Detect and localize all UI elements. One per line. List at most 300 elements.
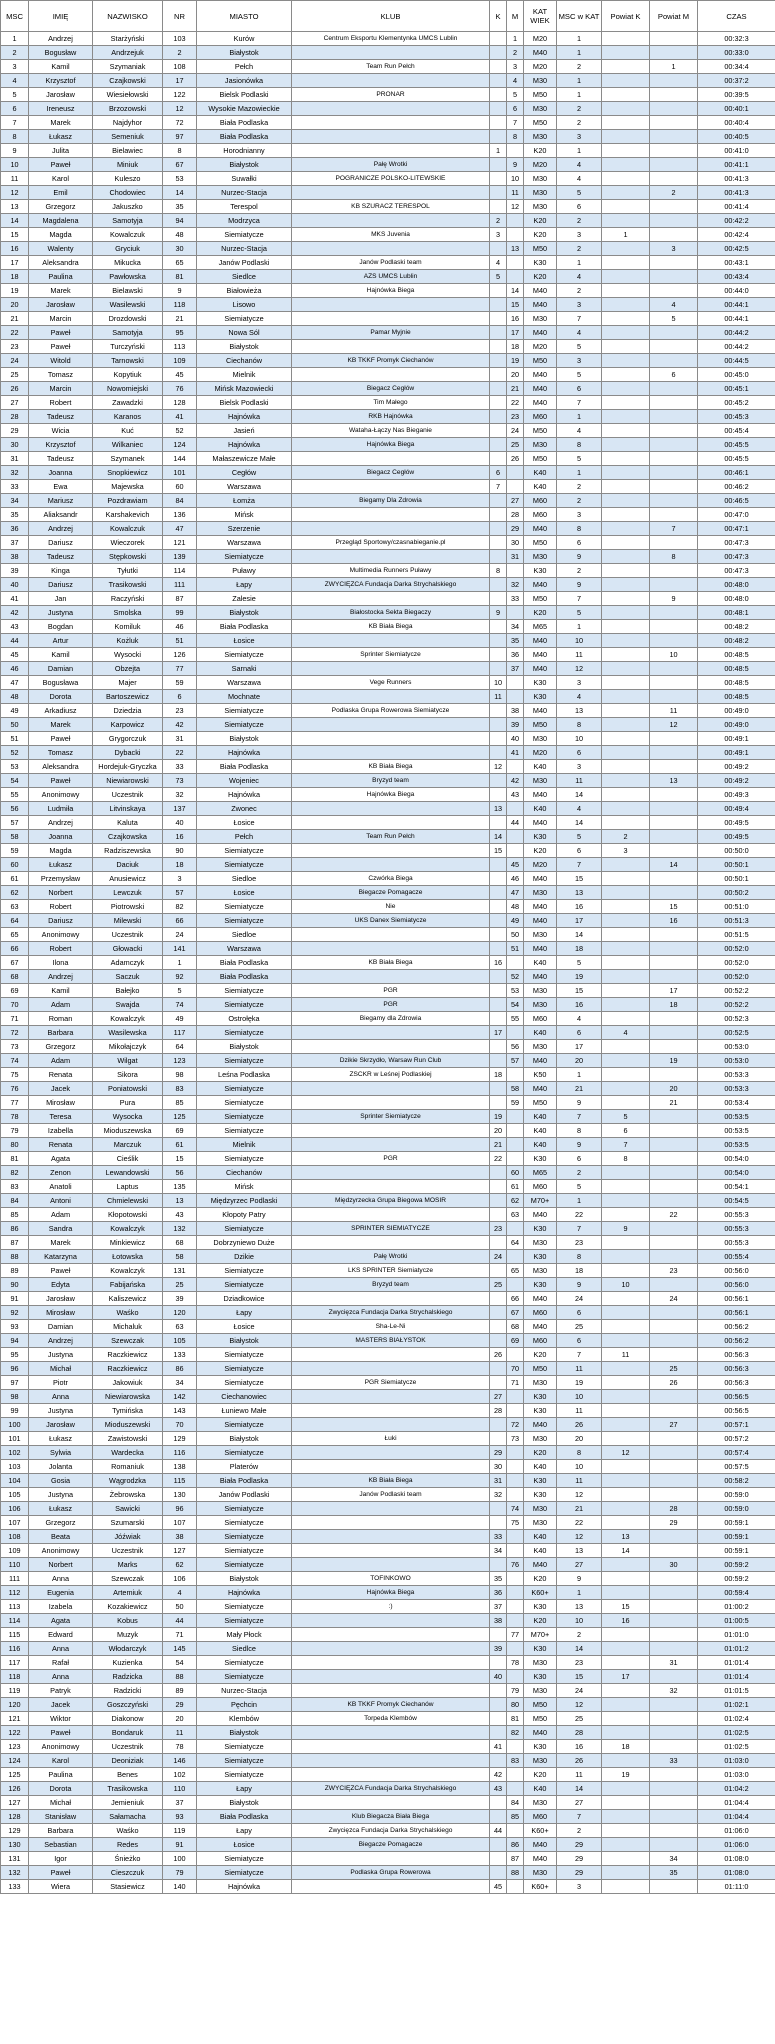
city-cell: Siemiatycze (197, 1222, 292, 1236)
category-place-cell: 6 (557, 844, 602, 858)
women-place-cell (490, 732, 507, 746)
category-place-cell: 5 (557, 340, 602, 354)
category-place-cell: 27 (557, 1796, 602, 1810)
first-name-cell: Łukasz (29, 1502, 93, 1516)
age-category-cell: M30 (524, 74, 557, 88)
county-women-place-cell (602, 550, 650, 564)
finish-time-cell: 00:59:1 (698, 1516, 775, 1530)
bib-number-cell: 1 (163, 956, 197, 970)
club-cell: Vege Runners (292, 676, 490, 690)
bib-number-cell: 62 (163, 1558, 197, 1572)
city-cell: Bielsk Podlaski (197, 88, 292, 102)
men-place-cell: 65 (507, 1264, 524, 1278)
last-name-cell: Waśko (93, 1306, 163, 1320)
first-name-cell: Roman (29, 1012, 93, 1026)
finish-time-cell: 00:48:1 (698, 606, 775, 620)
finish-time-cell: 01:01:2 (698, 1642, 775, 1656)
men-place-cell (507, 1278, 524, 1292)
age-category-cell: K40 (524, 1110, 557, 1124)
bib-number-cell: 92 (163, 970, 197, 984)
table-row (1, 326, 775, 340)
city-cell: Siemiatycze (197, 718, 292, 732)
table-row (1, 88, 775, 102)
women-place-cell: 4 (490, 256, 507, 270)
city-cell: Łapy (197, 578, 292, 592)
first-name-cell: Wiktor (29, 1712, 93, 1726)
last-name-cell: Raczkiewicz (93, 1362, 163, 1376)
county-women-place-cell (602, 46, 650, 60)
finish-time-cell: 00:50:2 (698, 886, 775, 900)
category-place-cell: 4 (557, 690, 602, 704)
men-place-cell (507, 1782, 524, 1796)
place-cell: 95 (1, 1348, 29, 1362)
first-name-cell: Joanna (29, 830, 93, 844)
last-name-cell: Kowalczyk (93, 1222, 163, 1236)
men-place-cell: 59 (507, 1096, 524, 1110)
place-cell: 125 (1, 1768, 29, 1782)
city-cell: Biała Podlaska (197, 1810, 292, 1824)
category-place-cell: 1 (557, 466, 602, 480)
last-name-cell: Kopytiuk (93, 368, 163, 382)
men-place-cell: 3 (507, 60, 524, 74)
club-cell: Pamar Myjnie (292, 326, 490, 340)
bib-number-cell: 132 (163, 1222, 197, 1236)
category-place-cell: 12 (557, 662, 602, 676)
city-cell: Pęchcin (197, 1698, 292, 1712)
women-place-cell (490, 1012, 507, 1026)
category-place-cell: 9 (557, 578, 602, 592)
county-women-place-cell: 1 (602, 228, 650, 242)
city-cell: Białystok (197, 732, 292, 746)
place-cell: 96 (1, 1362, 29, 1376)
city-cell: Siemiatycze (197, 228, 292, 242)
county-women-place-cell (602, 1726, 650, 1740)
last-name-cell: Szewczak (93, 1334, 163, 1348)
last-name-cell: Bondaruk (93, 1726, 163, 1740)
first-name-cell: Paweł (29, 340, 93, 354)
category-place-cell: 10 (557, 1614, 602, 1628)
city-cell: Siemiatycze (197, 1740, 292, 1754)
table-row (1, 900, 775, 914)
table-row (1, 648, 775, 662)
city-cell: Siedlce (197, 270, 292, 284)
table-row (1, 1152, 775, 1166)
county-men-place-cell (650, 46, 698, 60)
first-name-cell: Karol (29, 1754, 93, 1768)
age-category-cell: K30 (524, 830, 557, 844)
finish-time-cell: 00:49:5 (698, 816, 775, 830)
table-row (1, 1768, 775, 1782)
last-name-cell: Drozdowski (93, 312, 163, 326)
category-place-cell: 6 (557, 1026, 602, 1040)
women-place-cell: 45 (490, 1880, 507, 1894)
bib-number-cell: 103 (163, 32, 197, 46)
bib-number-cell: 78 (163, 1740, 197, 1754)
county-men-place-cell (650, 228, 698, 242)
men-place-cell: 12 (507, 200, 524, 214)
county-men-place-cell (650, 1824, 698, 1838)
table-row (1, 256, 775, 270)
club-cell (292, 1880, 490, 1894)
table-row (1, 1810, 775, 1824)
county-women-place-cell (602, 1376, 650, 1390)
bib-number-cell: 77 (163, 662, 197, 676)
club-cell: Team Run Pełch (292, 830, 490, 844)
table-row (1, 1670, 775, 1684)
bib-number-cell: 74 (163, 998, 197, 1012)
women-place-cell: 21 (490, 1138, 507, 1152)
county-men-place-cell (650, 382, 698, 396)
age-category-cell: M40 (524, 1208, 557, 1222)
county-women-place-cell (602, 326, 650, 340)
category-place-cell: 1 (557, 620, 602, 634)
city-cell: Leśna Podlaska (197, 1068, 292, 1082)
women-place-cell (490, 1082, 507, 1096)
club-cell: KB Biała Biega (292, 956, 490, 970)
first-name-cell: Dorota (29, 1782, 93, 1796)
last-name-cell: Uczestnik (93, 1740, 163, 1754)
city-cell: Siemiatycze (197, 1754, 292, 1768)
men-place-cell: 44 (507, 816, 524, 830)
finish-time-cell: 00:44:1 (698, 298, 775, 312)
finish-time-cell: 01:01:4 (698, 1670, 775, 1684)
table-row (1, 1138, 775, 1152)
men-place-cell: 36 (507, 648, 524, 662)
women-place-cell: 10 (490, 676, 507, 690)
category-place-cell: 11 (557, 648, 602, 662)
women-place-cell (490, 116, 507, 130)
category-place-cell: 1 (557, 144, 602, 158)
place-cell: 64 (1, 914, 29, 928)
county-women-place-cell (602, 1488, 650, 1502)
women-place-cell (490, 284, 507, 298)
finish-time-cell: 00:47:0 (698, 508, 775, 522)
men-place-cell: 73 (507, 1432, 524, 1446)
women-place-cell: 18 (490, 1068, 507, 1082)
category-place-cell: 15 (557, 984, 602, 998)
last-name-cell: Semeniuk (93, 130, 163, 144)
place-cell: 51 (1, 732, 29, 746)
bib-number-cell: 83 (163, 1082, 197, 1096)
women-place-cell: 22 (490, 1152, 507, 1166)
women-place-cell (490, 536, 507, 550)
bib-number-cell: 94 (163, 214, 197, 228)
place-cell: 68 (1, 970, 29, 984)
bib-number-cell: 61 (163, 1138, 197, 1152)
finish-time-cell: 01:01:5 (698, 1684, 775, 1698)
county-women-place-cell (602, 956, 650, 970)
men-place-cell: 61 (507, 1180, 524, 1194)
last-name-cell: Pura (93, 1096, 163, 1110)
club-cell (292, 1292, 490, 1306)
age-category-cell: M70+ (524, 1194, 557, 1208)
county-men-place-cell (650, 1460, 698, 1474)
age-category-cell: M30 (524, 1264, 557, 1278)
county-men-place-cell: 10 (650, 648, 698, 662)
age-category-cell: M40 (524, 634, 557, 648)
city-cell: Warszawa (197, 480, 292, 494)
last-name-cell: Redes (93, 1838, 163, 1852)
table-body (1, 32, 775, 1894)
first-name-cell: Marek (29, 284, 93, 298)
place-cell: 121 (1, 1712, 29, 1726)
category-place-cell: 8 (557, 522, 602, 536)
women-place-cell: 25 (490, 1278, 507, 1292)
club-cell (292, 1502, 490, 1516)
finish-time-cell: 00:53:3 (698, 1082, 775, 1096)
men-place-cell: 88 (507, 1866, 524, 1880)
city-cell: Modrzyca (197, 214, 292, 228)
place-cell: 27 (1, 396, 29, 410)
club-cell (292, 1656, 490, 1670)
city-cell: Nowa Sól (197, 326, 292, 340)
men-place-cell: 32 (507, 578, 524, 592)
club-cell (292, 690, 490, 704)
women-place-cell (490, 424, 507, 438)
table-row (1, 1264, 775, 1278)
place-cell: 93 (1, 1320, 29, 1334)
club-cell: KB Biała Biega (292, 760, 490, 774)
city-cell: Terespol (197, 200, 292, 214)
city-cell: Nurzec-Stacja (197, 1684, 292, 1698)
age-category-cell: M50 (524, 88, 557, 102)
county-women-place-cell (602, 1656, 650, 1670)
last-name-cell: Muzyk (93, 1628, 163, 1642)
county-men-place-cell (650, 1474, 698, 1488)
finish-time-cell: 00:55:4 (698, 1250, 775, 1264)
category-place-cell: 11 (557, 1474, 602, 1488)
table-row (1, 172, 775, 186)
category-place-cell: 2 (557, 102, 602, 116)
place-cell: 89 (1, 1264, 29, 1278)
table-row (1, 1348, 775, 1362)
women-place-cell (490, 872, 507, 886)
men-place-cell: 35 (507, 634, 524, 648)
city-cell: Siemiatycze (197, 1376, 292, 1390)
women-place-cell (490, 60, 507, 74)
county-men-place-cell (650, 424, 698, 438)
women-place-cell: 38 (490, 1614, 507, 1628)
last-name-cell: Andrzejuk (93, 46, 163, 60)
county-men-place-cell (650, 1432, 698, 1446)
table-row (1, 1656, 775, 1670)
men-place-cell (507, 1124, 524, 1138)
county-men-place-cell (650, 1488, 698, 1502)
table-row (1, 1754, 775, 1768)
age-category-cell: M40 (524, 816, 557, 830)
first-name-cell: Marek (29, 718, 93, 732)
finish-time-cell: 00:59:4 (698, 1586, 775, 1600)
county-men-place-cell (650, 1628, 698, 1642)
men-place-cell (507, 1138, 524, 1152)
table-row (1, 144, 775, 158)
bib-number-cell: 67 (163, 158, 197, 172)
age-category-cell: K60+ (524, 1880, 557, 1894)
place-cell: 83 (1, 1180, 29, 1194)
club-cell (292, 1404, 490, 1418)
first-name-cell: Kamil (29, 60, 93, 74)
finish-time-cell: 00:49:0 (698, 704, 775, 718)
women-place-cell: 43 (490, 1782, 507, 1796)
first-name-cell: Barbara (29, 1026, 93, 1040)
men-place-cell (507, 844, 524, 858)
first-name-cell: Paulina (29, 270, 93, 284)
county-men-place-cell (650, 1124, 698, 1138)
last-name-cell: Brzozowski (93, 102, 163, 116)
first-name-cell: Wiera (29, 1880, 93, 1894)
county-men-place-cell: 12 (650, 718, 698, 732)
women-place-cell (490, 508, 507, 522)
first-name-cell: Damian (29, 1320, 93, 1334)
men-place-cell: 79 (507, 1684, 524, 1698)
age-category-cell: M30 (524, 1516, 557, 1530)
county-women-place-cell (602, 858, 650, 872)
city-cell: Siemiatycze (197, 704, 292, 718)
place-cell: 74 (1, 1054, 29, 1068)
county-women-place-cell (602, 802, 650, 816)
women-place-cell (490, 1656, 507, 1670)
last-name-cell: Głowacki (93, 942, 163, 956)
category-place-cell: 1 (557, 32, 602, 46)
category-place-cell: 3 (557, 1880, 602, 1894)
men-place-cell: 58 (507, 1082, 524, 1096)
club-cell: Klub Biegacza Biała Biega (292, 1810, 490, 1824)
county-men-place-cell: 20 (650, 1082, 698, 1096)
age-category-cell: M30 (524, 438, 557, 452)
women-place-cell (490, 298, 507, 312)
category-place-cell: 1 (557, 88, 602, 102)
last-name-cell: Kuleszo (93, 172, 163, 186)
place-cell: 133 (1, 1880, 29, 1894)
last-name-cell: Uczestnik (93, 1544, 163, 1558)
bib-number-cell: 122 (163, 88, 197, 102)
place-cell: 75 (1, 1068, 29, 1082)
men-place-cell: 63 (507, 1208, 524, 1222)
first-name-cell: Renata (29, 1138, 93, 1152)
county-women-place-cell: 5 (602, 1110, 650, 1124)
club-cell: POGRANICZE POLSKO-LITEWSKIE (292, 172, 490, 186)
city-cell: Ciechanów (197, 1166, 292, 1180)
first-name-cell: Artur (29, 634, 93, 648)
men-place-cell (507, 760, 524, 774)
county-men-place-cell: 24 (650, 1292, 698, 1306)
col-powiat-k-header: Powiat K (602, 1, 650, 32)
women-place-cell: 36 (490, 1586, 507, 1600)
col-k-header: K (490, 1, 507, 32)
city-cell: Siemiatycze (197, 1614, 292, 1628)
county-women-place-cell: 10 (602, 1278, 650, 1292)
men-place-cell (507, 1404, 524, 1418)
county-men-place-cell (650, 494, 698, 508)
bib-number-cell: 32 (163, 788, 197, 802)
club-cell: Sha-Le-Ni (292, 1320, 490, 1334)
women-place-cell (490, 312, 507, 326)
table-row (1, 438, 775, 452)
place-cell: 99 (1, 1404, 29, 1418)
bib-number-cell: 16 (163, 830, 197, 844)
first-name-cell: Marek (29, 1236, 93, 1250)
category-place-cell: 24 (557, 1292, 602, 1306)
place-cell: 3 (1, 60, 29, 74)
finish-time-cell: 00:49:1 (698, 746, 775, 760)
age-category-cell: M30 (524, 1236, 557, 1250)
place-cell: 102 (1, 1446, 29, 1460)
age-category-cell: K30 (524, 1390, 557, 1404)
bib-number-cell: 72 (163, 116, 197, 130)
table-row (1, 1852, 775, 1866)
club-cell (292, 928, 490, 942)
last-name-cell: Goszczyński (93, 1698, 163, 1712)
women-place-cell (490, 74, 507, 88)
city-cell: Wysokie Mazowieckie (197, 102, 292, 116)
men-place-cell (507, 1670, 524, 1684)
county-women-place-cell (602, 1418, 650, 1432)
city-cell: Siedlce (197, 1642, 292, 1656)
club-cell (292, 368, 490, 382)
place-cell: 50 (1, 718, 29, 732)
last-name-cell: Jemieniuk (93, 1796, 163, 1810)
men-place-cell: 30 (507, 536, 524, 550)
city-cell: Łosice (197, 1838, 292, 1852)
bib-number-cell: 96 (163, 1502, 197, 1516)
first-name-cell: Stanisław (29, 1810, 93, 1824)
category-place-cell: 29 (557, 1852, 602, 1866)
table-row (1, 564, 775, 578)
place-cell: 53 (1, 760, 29, 774)
city-cell: Hajnówka (197, 788, 292, 802)
first-name-cell: Emil (29, 186, 93, 200)
women-place-cell (490, 900, 507, 914)
finish-time-cell: 00:41:1 (698, 158, 775, 172)
county-women-place-cell (602, 270, 650, 284)
finish-time-cell: 00:37:2 (698, 74, 775, 88)
city-cell: Białystok (197, 1796, 292, 1810)
place-cell: 129 (1, 1824, 29, 1838)
bib-number-cell: 20 (163, 1712, 197, 1726)
club-cell (292, 242, 490, 256)
women-place-cell (490, 522, 507, 536)
table-row (1, 1726, 775, 1740)
first-name-cell: Paweł (29, 158, 93, 172)
last-name-cell: Hordejuk-Gryczka (93, 760, 163, 774)
men-place-cell (507, 1250, 524, 1264)
county-men-place-cell (650, 340, 698, 354)
county-men-place-cell (650, 1250, 698, 1264)
county-men-place-cell (650, 1166, 698, 1180)
women-place-cell (490, 1628, 507, 1642)
table-row (1, 1250, 775, 1264)
category-place-cell: 28 (557, 1726, 602, 1740)
last-name-cell: Radzicka (93, 1670, 163, 1684)
bib-number-cell: 25 (163, 1278, 197, 1292)
club-cell: Biegacz Cegłów (292, 466, 490, 480)
category-place-cell: 7 (557, 858, 602, 872)
women-place-cell (490, 1698, 507, 1712)
bib-number-cell: 71 (163, 1628, 197, 1642)
county-women-place-cell (602, 1880, 650, 1894)
first-name-cell: Łukasz (29, 1432, 93, 1446)
men-place-cell (507, 1740, 524, 1754)
last-name-cell: Sałamacha (93, 1810, 163, 1824)
bib-number-cell: 3 (163, 872, 197, 886)
men-place-cell: 23 (507, 410, 524, 424)
table-row (1, 466, 775, 480)
county-men-place-cell (650, 396, 698, 410)
age-category-cell: M30 (524, 1432, 557, 1446)
women-place-cell (490, 354, 507, 368)
bib-number-cell: 40 (163, 816, 197, 830)
age-category-cell: M40 (524, 788, 557, 802)
